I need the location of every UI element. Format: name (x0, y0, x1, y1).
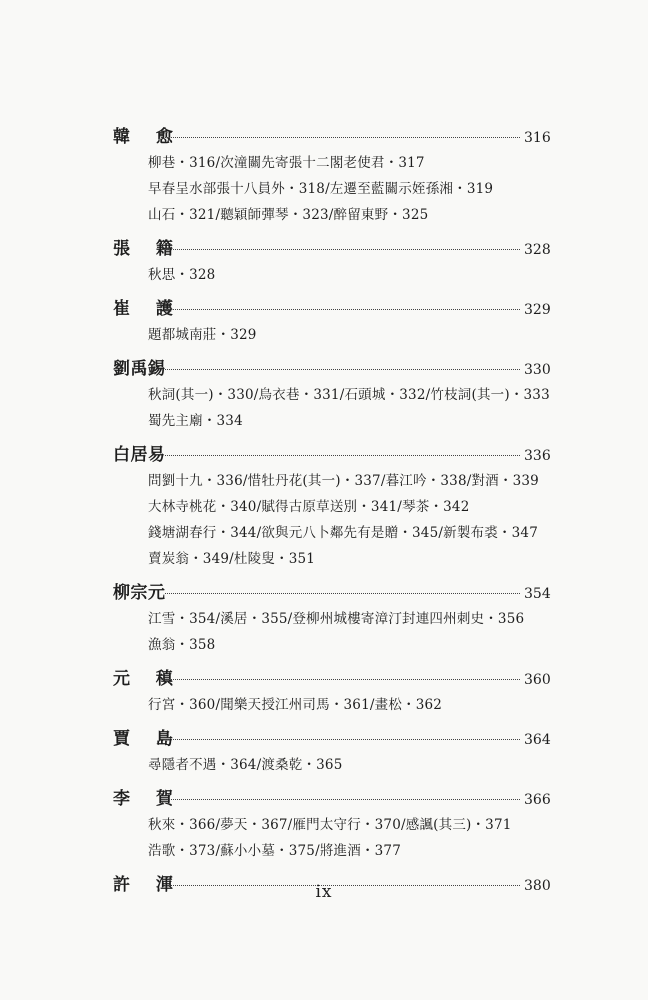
author-row (113, 786, 550, 812)
author-name: 柳宗元 (113, 583, 166, 603)
poem-list-line: 早春呈水部張十八員外・318/左遷至藍關示姪孫湘・319 (148, 181, 494, 197)
table-of-contents (113, 124, 550, 906)
author-row (113, 356, 550, 382)
author-name: 張 籍 (113, 239, 183, 259)
toc-entry (113, 666, 550, 718)
author-page-number: 366 (524, 792, 551, 808)
dot-leader (165, 799, 520, 800)
poem-list-line: 浩歌・373/蘇小小墓・375/將進酒・377 (148, 843, 401, 859)
toc-entry (113, 442, 550, 572)
author-name: 劉禹錫 (113, 359, 166, 379)
author-name: 許 渾 (113, 875, 183, 895)
author-page-number: 329 (524, 302, 551, 318)
author-page-number: 354 (524, 586, 551, 602)
dot-leader (165, 309, 520, 310)
poem-list-line: 行宮・360/聞樂天授江州司馬・361/畫松・362 (148, 697, 443, 713)
poem-list-line: 問劉十九・336/惜牡丹花(其一)・337/暮江吟・338/對酒・339 (148, 473, 539, 489)
dot-leader (165, 593, 520, 594)
toc-entry (113, 580, 550, 658)
author-page-number: 330 (524, 362, 551, 378)
poem-list-line: 秋思・328 (148, 267, 216, 283)
author-page-number: 380 (524, 878, 551, 894)
author-name: 崔 護 (113, 299, 183, 319)
author-row (113, 726, 550, 752)
toc-entry (113, 786, 550, 864)
poem-list-line: 賣炭翁・349/杜陵叟・351 (148, 551, 316, 567)
poem-list-line: 題都城南莊・329 (148, 327, 257, 343)
author-row (113, 442, 550, 468)
toc-entry (113, 726, 550, 778)
toc-entry (113, 124, 550, 228)
author-page-number: 364 (524, 732, 551, 748)
dot-leader (165, 455, 520, 456)
poem-list-line: 山石・321/聽穎師彈琴・323/醉留東野・325 (148, 207, 429, 223)
poem-list-line: 漁翁・358 (148, 637, 216, 653)
poem-list-line: 柳巷・316/次潼關先寄張十二閣老使君・317 (148, 155, 425, 171)
dot-leader (165, 249, 520, 250)
author-row (113, 296, 550, 322)
toc-entry (113, 296, 550, 348)
author-page-number: 328 (524, 242, 551, 258)
author-name: 李 賀 (113, 789, 183, 809)
page-number: ix (315, 882, 333, 902)
author-row (113, 580, 550, 606)
toc-entry (113, 356, 550, 434)
author-page-number: 336 (524, 448, 551, 464)
dot-leader (165, 739, 520, 740)
author-row (113, 124, 550, 150)
dot-leader (165, 679, 520, 680)
author-row (113, 236, 550, 262)
author-name: 韓 愈 (113, 127, 183, 147)
author-name: 元 稹 (113, 669, 183, 689)
author-row (113, 666, 550, 692)
author-name: 白居易 (113, 445, 166, 465)
poem-list-line: 秋詞(其一)・330/烏衣巷・331/石頭城・332/竹枝詞(其一)・333 (148, 387, 550, 403)
toc-entry (113, 236, 550, 288)
poem-list-line: 大林寺桃花・340/賦得古原草送別・341/琴茶・342 (148, 499, 470, 515)
author-page-number: 360 (524, 672, 551, 688)
poem-list-line: 錢塘湖春行・344/欲與元八卜鄰先有是贈・345/新製布裘・347 (148, 525, 538, 541)
author-name: 賈 島 (113, 729, 183, 749)
poem-list-line: 蜀先主廟・334 (148, 413, 243, 429)
dot-leader (165, 137, 520, 138)
poem-list-line: 江雪・354/溪居・355/登柳州城樓寄漳汀封連四州刺史・356 (148, 611, 525, 627)
poem-list-line: 秋來・366/夢天・367/雁門太守行・370/感諷(其三)・371 (148, 817, 512, 833)
author-page-number: 316 (524, 130, 551, 146)
poem-list-line: 尋隱者不遇・364/渡桑乾・365 (148, 757, 343, 773)
dot-leader (165, 369, 520, 370)
